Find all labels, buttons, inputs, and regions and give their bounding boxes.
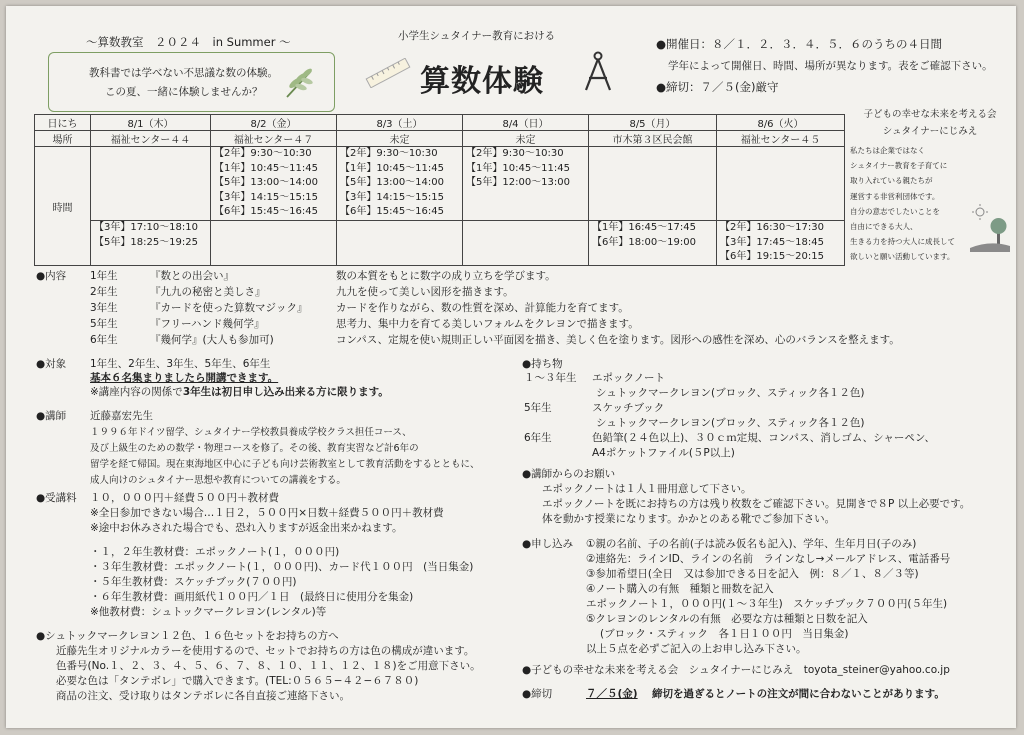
apply-line: ⑤クレヨンのレンタルの有無 必要な方は種類と日数を記入: [586, 613, 868, 625]
request-line: エポックノートは１人１冊用意して下さい。: [542, 483, 752, 495]
request-line: エポックノートを既にお持ちの方は残り枚数をご確認下さい。見開きで８P 以上必要です。: [542, 498, 971, 510]
belongings-item: エポックノート: [592, 372, 665, 384]
target-grades: 1年生、2年生、3年生、5年生、6年生: [90, 358, 271, 370]
date-cell: 8/4（日）: [463, 115, 589, 131]
time-slot: 【6年】18:00〜19:00: [592, 236, 696, 248]
place-cell: 福祉センター４５: [717, 131, 845, 147]
target-label: ●対象: [36, 358, 67, 370]
time-slot: 【1年】10:45〜11:45: [340, 162, 444, 174]
fee-material: ・５年生教材費：スケッチブック(７００円): [90, 576, 297, 588]
belongings-item: A4ポケットファイル(５P以上): [592, 447, 735, 459]
deadline-label: ●締切: [522, 688, 553, 700]
fee-material: ・３年生教材費：エポックノート(１，０００円)、カード代１００円 (当日集金): [90, 561, 474, 573]
fee-label: ●受講料: [36, 492, 77, 504]
target-note-bold: 3年生は初日申し込み出来る方に限ります。: [182, 386, 389, 398]
time-slot: 【6年】15:45〜16:45: [214, 206, 318, 217]
time-slot: 【3年】14:15〜15:15: [340, 191, 444, 203]
place-row: [35, 131, 845, 147]
org-name: シュタイナーにじみえ: [882, 126, 978, 137]
time-cell: [337, 221, 463, 266]
time-cell: [211, 147, 337, 221]
compass-icon: [578, 48, 618, 94]
time-row-evening: [35, 221, 845, 266]
intro-line-2: この夏、一緒に体験しませんか？: [105, 86, 263, 98]
fee-note: ※全日参加できない場合…１日２，５００円×日数＋経費５００円＋教材費: [90, 507, 444, 519]
target-note-prefix: ※講座内容の関係で: [90, 386, 183, 398]
time-slot: 【3年】17:45〜18:45: [720, 236, 824, 248]
time-slot: 【2年】9:30〜10:30: [340, 148, 438, 159]
date-cell: 8/5（月）: [589, 115, 717, 131]
time-cell: [211, 221, 337, 266]
content-title: 『幾何学』(大人も参加可): [150, 334, 274, 346]
belongings-item: 色鉛筆(２４色以上)、３０ｃｍ定規、コンパス、消しゴム、シャーペン、: [592, 432, 936, 444]
apply-line: 以上５点を必ずご記入の上お申し込み下さい。: [586, 643, 807, 655]
time-slot: 【6年】15:45〜16:45: [340, 206, 444, 217]
content-desc: 数の本質をもとに数字の成り立ちを学びます。: [336, 270, 556, 282]
belongings-grade: １〜３年生: [524, 372, 577, 384]
time-cell: [589, 147, 717, 221]
content-desc: コンパス、定規を使い規則正しい平面図を描き、美しく色を塗ります。図形への感性を深め、心のバランスを整えます。: [336, 334, 900, 346]
belongings-item: シュトックマークレヨン(ブロック、スティック各１２色): [596, 417, 865, 429]
header-deadline: ●締切：７／５(金)厳守: [656, 80, 779, 94]
crayon-label: ●シュトックマークレヨン１２色、１６色セットをお持ちの方へ: [36, 630, 339, 642]
fee-material: ・６年生教材費：画用紙代１００円／１日 (最終日に使用分を集金): [90, 591, 414, 603]
header-subtitle: 〜算数教室 ２０２４ in Summer 〜: [86, 35, 291, 49]
fee-material: ※他教材費：シュトックマークレヨン(レンタル)等: [90, 606, 327, 618]
contact-line: ●子どもの幸せな未来を考える会 シュタイナーにじみえ toyota_steiner@yahoo.co.jp: [522, 664, 950, 676]
crayon-line: 商品の注文、受け取りはタンテボレに各自直接ご連絡下さい。: [56, 690, 350, 702]
teacher-bio: 及び上級生のための数学・物理コースを修了。その後、教育実習など計6年の: [90, 443, 419, 454]
org-text-line: 自由にできる大人、: [850, 222, 918, 232]
deadline-date: ７／５(金): [586, 688, 638, 700]
date-row: [35, 115, 845, 131]
org-text-line: シュタイナー教育を子育てに: [850, 161, 948, 171]
fee-material: ・１，２年生教材費：エポックノート(１，０００円): [90, 546, 340, 558]
apply-line: ②連絡先：ラインID、ラインの名前 ラインなし→メールアドレス、電話番号: [586, 553, 951, 565]
place-cell: 市木第３区民会館: [589, 131, 717, 147]
ruler-icon: [364, 58, 412, 88]
time-cell: [91, 147, 211, 221]
date-cell: 8/1（木）: [91, 115, 211, 131]
time-slot: 【2年】9:30〜10:30: [466, 148, 564, 159]
date-cell: 8/2（金）: [211, 115, 337, 131]
content-desc: カードを作りながら、数の性質を深め、計算能力を育てます。: [336, 302, 629, 314]
target-note: [90, 384, 389, 399]
content-desc: 思考力、集中力を育てる美しいフォルムをクレヨンで描きます。: [336, 318, 639, 330]
time-slot: 【1年】16:45〜17:45: [592, 222, 696, 233]
org-heading: 子どもの幸せな未来を考える会: [863, 109, 997, 120]
place-label: 場所: [35, 131, 91, 147]
apply-line: ③参加希望日(全日 又は参加できる日を記入 例：８／１、８／３等): [586, 568, 919, 580]
content-grade: 6年生: [90, 334, 118, 346]
deadline-text: 締切を過ぎるとノートの注文が間に合わないことがあります。: [652, 688, 945, 700]
org-text-line: 生きる力を持つ大人に成長して: [850, 237, 955, 247]
place-cell: 福祉センター４７: [211, 131, 337, 147]
teacher-bio: 留学を経て帰国。現在東海地区中心に子ども向け芸術教室として教育活動をするとともに、: [90, 459, 480, 470]
page-title: 算数体験: [420, 64, 544, 99]
content-grade: 5年生: [90, 318, 118, 330]
organization-sidebar: [850, 106, 1010, 265]
content-title: 『フリーハンド幾何学』: [150, 318, 265, 330]
date-cell: 8/3（土）: [337, 115, 463, 131]
time-slot: 【2年】9:30〜10:30: [214, 148, 312, 159]
time-slot: 【5年】18:25〜19:25: [94, 236, 198, 248]
flyer-sheet: [6, 6, 1016, 728]
content-title: 『数との出会い』: [150, 270, 234, 282]
teacher-bio: 成人向けのシュタイナー思想や教育についての講義をする。: [90, 475, 346, 486]
crayon-line: 色番号(No.１、２、３、４、５、６、７、８、１０、１１、１２、１８)をご用意下さい。: [56, 660, 481, 672]
content-grade: 2年生: [90, 286, 118, 298]
time-label: 時間: [35, 147, 91, 266]
content-title: 『カードを使った算数マジック』: [150, 302, 308, 314]
time-row-daytime: [35, 147, 845, 221]
date-cell: 8/6（火）: [717, 115, 845, 131]
belongings-item: スケッチブック: [592, 402, 665, 414]
fee-note: ※途中お休みされた場合でも、恐れ入りますが返金出来かねます。: [90, 522, 403, 534]
apply-line: ①親の名前、子の名前(子は読み仮名も記入)、学年、生年月日(子のみ): [586, 538, 917, 550]
place-cell: 未定: [337, 131, 463, 147]
title-kicker: 小学生シュタイナー教育における: [398, 30, 556, 42]
place-cell: 未定: [463, 131, 589, 147]
intro-box: [48, 52, 335, 112]
time-cell: [717, 147, 845, 221]
time-cell: [717, 221, 845, 266]
time-cell: [91, 221, 211, 266]
date-label: 日にち: [35, 115, 91, 131]
event-dates: ●開催日：８／１．２．３．４．５．６のうちの４日間: [656, 37, 943, 51]
crayon-line: 近藤先生オリジナルカラーを使用するので、セットでお持ちの方は色の構成が違います。: [56, 645, 475, 657]
schedule-note: 学年によって開催日、時間、場所が異なります。表をご確認下さい。: [668, 60, 993, 72]
time-cell: [463, 221, 589, 266]
time-slot: 【5年】12:00〜13:00: [466, 177, 570, 188]
belongings-label: ●持ち物: [522, 358, 563, 370]
target-notice: 基本６名集まりましたら開講できます。: [90, 372, 279, 384]
content-label: ●内容: [36, 270, 67, 282]
content-title: 『九九の秘密と美しさ』: [150, 286, 266, 298]
time-cell: [589, 221, 717, 266]
teacher-bio: １９９６年ドイツ留学、シュタイナー学校教員養成学校クラス担任コース、: [90, 427, 412, 438]
time-slot: 【1年】10:45〜11:45: [214, 162, 318, 174]
time-slot: 【5年】13:00〜14:00: [214, 177, 318, 188]
org-text-line: 取り入れている親たちが: [850, 176, 933, 186]
fee-main: １０，０００円＋経費５００円＋教材費: [90, 492, 279, 504]
content-desc: 九九を使って美しい図形を描きます。: [336, 286, 514, 298]
org-text-line: 欲しいと願い活動しています。: [850, 252, 955, 262]
belongings-grade: 5年生: [524, 402, 552, 414]
org-text-line: 自分の意志でしたいことを: [850, 206, 940, 216]
org-text-line: 運営する非営利団体です。: [850, 191, 940, 201]
teacher-name: 近藤嘉宏先生: [90, 410, 153, 422]
teacher-label: ●講師: [36, 410, 67, 422]
intro-line-1: 教科書では学べない不思議な数の体験。: [89, 67, 278, 79]
tree-icon: [970, 202, 1010, 252]
belongings-grade: 6年生: [524, 432, 552, 444]
request-line: 体を動かす授業になります。かかとのある靴でご参加下さい。: [542, 513, 836, 525]
crayon-line: 必要な色は「タンテボレ」で購入できます。(TEL:０５６５−４２−６７８０): [56, 675, 419, 687]
time-slot: 【2年】16:30〜17:30: [720, 222, 824, 233]
time-cell: [337, 147, 463, 221]
belongings-item: シュトックマークレヨン(ブロック、スティック各１２色): [596, 387, 865, 399]
place-cell: 福祉センター４４: [91, 131, 211, 147]
schedule-table: [34, 114, 845, 266]
request-label: ●講師からのお願い: [522, 468, 616, 480]
org-text-line: 私たちは企業ではなく: [850, 146, 925, 155]
content-grade: 1年生: [90, 270, 118, 282]
content-grade: 3年生: [90, 302, 118, 314]
leaf-icon: [281, 61, 321, 101]
apply-label: ●申し込み: [522, 538, 574, 550]
apply-line: エポックノート１，０００円(１〜３年生) スケッチブック７００円(５年生): [586, 598, 948, 610]
time-slot: 【3年】14:15〜15:15: [214, 191, 318, 203]
time-slot: 【3年】17:10〜18:10: [94, 222, 198, 233]
time-slot: 【6年】19:15〜20:15: [720, 251, 824, 262]
apply-line: (ブロック・スティック 各１日１００円 当日集金): [600, 628, 849, 640]
time-slot: 【1年】10:45〜11:45: [466, 162, 570, 174]
time-cell: [463, 147, 589, 221]
time-slot: 【5年】13:00〜14:00: [340, 177, 444, 188]
apply-line: ④ノート購入の有無 種類と冊数を記入: [586, 583, 774, 595]
